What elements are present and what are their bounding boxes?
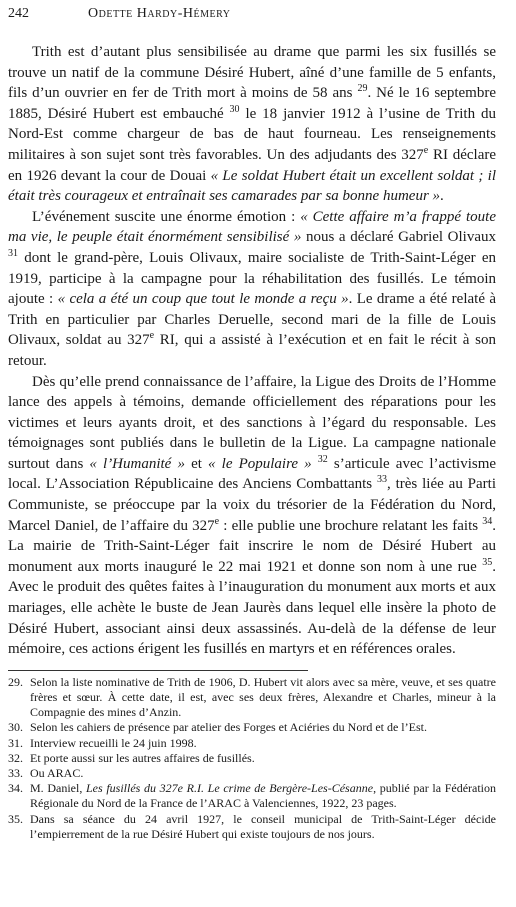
footnote-number: 33.	[8, 766, 23, 781]
note-call: 33	[377, 474, 387, 486]
note-call: e	[214, 515, 220, 527]
paragraph-2	[8, 207, 496, 372]
footnote	[8, 751, 496, 766]
text-run: : elle publie une brochure relatant les faits	[219, 517, 483, 534]
note-call: 31	[8, 247, 18, 259]
text-run: Dans sa séance du 24 avril 1927, le conseil municipal de Trith-Saint-Léger décide l’empierrement de la rue Désiré Hubert qui existe toujours de nos jours.	[30, 811, 496, 841]
italic-run: « le Populaire »	[208, 455, 312, 472]
footnote-number: 34.	[8, 781, 23, 796]
footnote-number: 29.	[8, 674, 23, 689]
running-head: Odette Hardy-Hémery	[88, 6, 231, 21]
footnote-number: 31.	[8, 735, 23, 750]
text-run: .	[440, 188, 444, 205]
text-run: Trith est d’autant plus sensibilisée au drame que parmi les six fusillés se trouve un natif de la commune Désiré Hubert, aîné d’une famille de 5 enfants, fils d’un ouvrier en fer de Trith mort à moins de 58 ans	[8, 44, 496, 102]
footnote-number: 32.	[8, 750, 23, 765]
page-number: 242	[8, 6, 29, 21]
footnotes	[8, 675, 496, 842]
text-run: . Avec le produit des quêtes faites à l’inauguration du monument aux morts et aux mariages, elle achète le buste de Jean Jaurès dans lequel elle insère la photo de Désiré Hubert, associant ainsi deux assassinés. Au-delà de la défense de leur mémoire, ces actions érigent les fusillés en martyrs et en références orales.	[8, 558, 496, 658]
note-call: e	[423, 144, 429, 156]
text-run: Selon la liste nominative de Trith de 1906, D. Hubert vit alors avec sa mère, veuve, et ses quatre frères et sœur. À cette date, il est, avec ses deux frères, Alexandre et Charles, mineur à la Compagnie des mines d’Anzin.	[30, 674, 496, 720]
footnote-text	[30, 781, 496, 811]
footnote	[8, 675, 496, 721]
footnote-text	[30, 736, 496, 751]
text-run: . Né le 16 septembre 1885, Désiré Hubert est embauché	[8, 85, 496, 122]
footnote-text	[30, 675, 496, 721]
text-run: le 18 janvier 1912 à l’usine de Trith du Nord-Est comme chargeur de bas de haut fourneau. Les renseignements militaires à son sujet sont très favorables. Un des adjudants des 327	[8, 105, 496, 163]
page-header	[8, 6, 496, 28]
italic-run: Les fusillés du 327e R.I. Le crime de Bergère-Les-Césanne	[86, 781, 374, 796]
text-run: RI déclare en 1926 devant la cour de Douai	[8, 146, 497, 184]
footnote-text	[30, 751, 496, 766]
note-call: 32	[317, 453, 328, 465]
footnote	[8, 766, 496, 781]
text-run: et	[184, 455, 209, 472]
footnote-text	[30, 766, 496, 781]
footnote-text	[30, 812, 496, 842]
note-call: 30	[229, 103, 240, 115]
paragraph-1	[8, 42, 496, 207]
text-run: , très liée au Parti Communiste, se préoccupe par la voix du trésorier de la Fédération du Nord, Marcel Daniel, de l’affaire du 327	[8, 476, 497, 534]
note-call: e	[149, 330, 155, 342]
italic-run: « l’Humanité »	[89, 455, 185, 472]
text-run: L’événement suscite une énorme émotion :	[32, 208, 301, 225]
footnote-rule	[8, 670, 308, 671]
text-run: Dès qu’elle prend connaissance de l’affaire, la Ligue des Droits de l’Homme lance des appels à témoins, demande officiellement des réparations pour les victimes et leurs ayants droit, et des sanctions à l’égard du responsable. Les témoignages sont publiés dans le bulletin de la Ligue. La campagne nationale surtout dans	[8, 373, 496, 472]
text-run: , publié par la Fédération Régionale du Nord de la France de l’ARAC à Valenciennes, 1922, 23 pages.	[30, 781, 497, 811]
text-run: nous a déclaré Gabriel Olivaux	[301, 229, 496, 246]
text-run: RI, qui a assisté à l’exécution et en fait le récit à son retour.	[8, 332, 496, 369]
note-call: 35	[482, 556, 493, 568]
text-run: Ou ARAC.	[30, 766, 84, 781]
footnote-number: 30.	[8, 720, 23, 735]
footnote	[8, 812, 496, 842]
note-call: 29	[357, 83, 368, 95]
note-call: 34	[482, 515, 493, 527]
text-run: s’articule avec l’activisme local. L’Association Républicaine des Anciens Combattants	[8, 455, 497, 493]
text-run: Selon les cahiers de présence par atelier des Forges et Aciéries du Nord et de l’Est.	[30, 720, 427, 735]
footnote	[8, 736, 496, 751]
paragraph-3	[8, 372, 496, 660]
footnote	[8, 720, 496, 735]
text-run: Interview recueilli le 24 juin 1998.	[30, 735, 197, 750]
italic-run: « cela a été un coup que tout le monde a reçu »	[57, 291, 349, 308]
italic-run: « Le soldat Hubert était un excellent soldat ; il était très courageux et entraînait ses camarades par sa bonne humeur »	[8, 167, 497, 205]
text-run: Et porte aussi sur les autres affaires de fusillés.	[30, 750, 255, 765]
text-run: M. Daniel,	[30, 781, 86, 796]
text-run: dont le grand-père, Louis Olivaux, maire socialiste de Trith-Saint-Léger en 1919, participe à la campagne pour la réhabilitation des fusillés. Le témoin ajoute :	[8, 249, 496, 308]
footnote-text	[30, 720, 496, 735]
footnote	[8, 781, 496, 811]
body-text	[8, 42, 496, 660]
footnote-number: 35.	[8, 811, 23, 826]
italic-run: « Cette affaire m’a frappé toute ma vie, le peuple était énormément sensibilisé »	[8, 208, 496, 246]
text-run: . Le drame a été relaté à Trith en particulier par Charles Deruelle, second mari de la fille de Louis Olivaux, soldat au 327	[8, 291, 497, 349]
text-run: . La mairie de Trith-Saint-Léger fait inscrire le nom de Désiré Hubert au monument aux morts inauguré le 22 mai 1921 et donne son nom à une rue	[8, 517, 497, 575]
